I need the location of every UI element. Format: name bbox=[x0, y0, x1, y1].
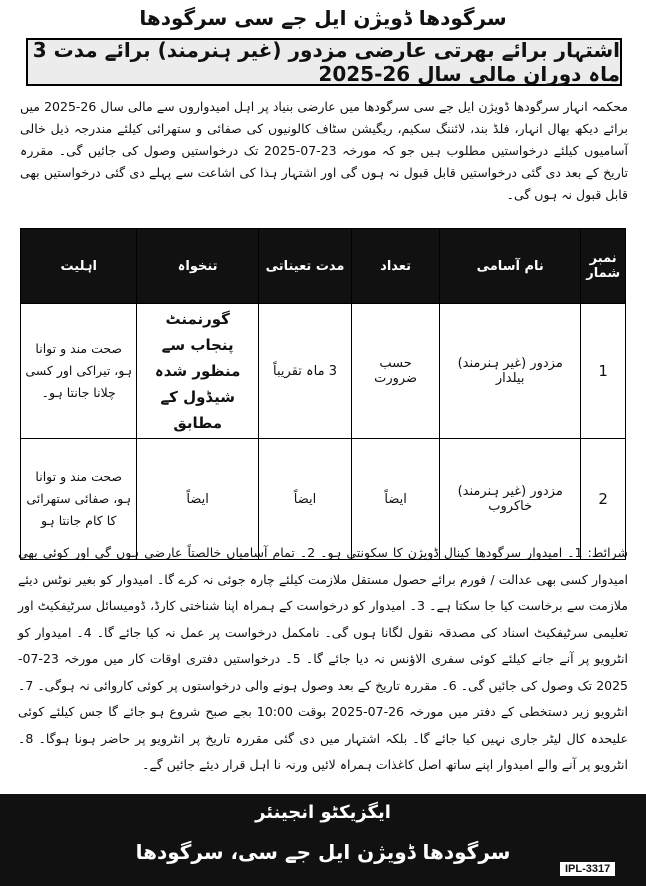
cell-pay: ایضاً bbox=[137, 439, 258, 560]
header-pay: تنخواہ bbox=[137, 229, 258, 304]
headline-banner bbox=[26, 38, 622, 86]
ipl-reference-number: IPL-3317 bbox=[560, 862, 615, 876]
cell-count: حسب ضرورت bbox=[352, 304, 440, 439]
header-eligibility: اہلیت bbox=[21, 229, 137, 304]
signatory-title: ایگزیکٹو انجینئر bbox=[255, 802, 391, 823]
cell-count: ایضاً bbox=[352, 439, 440, 560]
cell-eligibility: صحت مند و توانا ہو، صفائی ستھرائی کا کام جانتا ہو bbox=[21, 439, 137, 560]
footer-signature-block bbox=[0, 794, 646, 886]
cell-eligibility: صحت مند و توانا ہو، تیراکی اور کسی چلانا جانتا ہو۔ bbox=[21, 304, 137, 439]
cell-serial-no: 1 bbox=[581, 304, 626, 439]
cell-post-name: مزدور (غیر ہنرمند) بیلدار bbox=[440, 304, 581, 439]
header-duration: مدت تعیناتی bbox=[258, 229, 351, 304]
cell-duration: 3 ماہ تقریباً bbox=[258, 304, 351, 439]
table-row bbox=[21, 304, 626, 439]
header-count: تعداد bbox=[352, 229, 440, 304]
cell-duration: ایضاً bbox=[258, 439, 351, 560]
header-post-name: نام آسامی bbox=[440, 229, 581, 304]
cell-serial-no: 2 bbox=[581, 439, 626, 560]
terms-and-conditions: شرائط: 1۔ امیدوار سرگودھا کینال ڈویژن کا سکونتی ہو۔ 2۔ تمام آسامیاں خالصتاً عارضی ہوں گی اور کوئی بھی امیدوار کسی بھی عدالت / فورم برائے حصول مستقل ملازمت کیلئے چارہ جوئی نہ کرے گا۔ امیدوار کو بغیر نوٹس دیئے ملازمت سے برخاست کیا جا سکتا ہے۔ 3۔ امیدوار کو درخواست کے ہمراہ اپنا شناختی کارڈ، ڈومیسائل سرٹیفکیٹ اور تعلیمی سرٹیفکیٹ اسناد کی مصدقہ نقول لگانا ہوں گی۔ نامکمل درخواست پر عمل نہ کیا جائے گا۔ 4۔ امیدوار کو انٹرویو پر آنے جانے کیلئے کوئی سفری الاؤنس نہ دیا جائے گا۔ 5۔ درخواستیں دفتری اوقات کار میں مورخہ 23-07-2025 تک وصول کی جائیں گی۔ 6۔ مقررہ تاریخ کے بعد وصول ہونے والی درخواستوں پر کوئی کاروائی نہ ہوگی۔ 7۔ انٹرویو زیر دستخطی کے دفتر میں مورخہ 26-07-2025 بوقت 10:00 بجے صبح شروع ہو جائے گا جس کیلئے کوئی علیحدہ کال لیٹر جاری نہیں کیا جائے گا۔ بلکہ اشتہار میں دی گئی مقررہ تاریخ پر انٹرویو پر حاضر ہونا ہوگا۔ 8۔ انٹرویو پر آنے والے امیدوار اپنے ساتھ اصل کاغذات ہمراہ لائیں ورنہ نا اہل قرار دیئے جائیں گے۔ bbox=[18, 545, 629, 772]
header-title: سرگودھا ڈویژن ایل جے سی سرگودھا bbox=[139, 6, 507, 30]
vacancy-table bbox=[20, 228, 626, 560]
headline-text: اشتہار برائے بھرتی عارضی مزدور (غیر ہنرمند) برائے مدت 3 ماہ دوران مالی سال 26-2025 bbox=[32, 38, 620, 86]
intro-paragraph: محکمہ انہار سرگودھا ڈویژن ایل جے سی سرگودھا میں عارضی بنیاد پر اہل امیدواروں سے مالی سال 26-2025 میں برائے دیکھ بھال انہار، فلڈ بند، لائننگ سکیم، ریگیشن سٹاف کالونیوں کی صفائی و ستھرائی کیلئے مندرجہ ذیل خالی آسامیوں کیلئے درخواستیں مطلوب ہیں جو کہ مورخہ 23-07-2025 تک درخواستیں وصول کی جائیں گی۔ مقررہ تاریخ کے بعد دی گئی درخواستیں قابل قبول نہ ہوں گی اور اشتہار ہذا کی اشاعت سے پہلے دی گئی درخواستیں بھی قابل قبول نہ ہوں گی۔ bbox=[20, 99, 628, 202]
signatory-office: سرگودھا ڈویژن ایل جے سی، سرگودھا bbox=[135, 840, 511, 864]
table-header-row bbox=[21, 229, 626, 304]
cell-pay: گورنمنٹ پنجاب سے منظور شدہ شیڈول کے مطابق bbox=[137, 304, 258, 439]
header-serial-no: نمبر شمار bbox=[581, 229, 626, 304]
cell-post-name: مزدور (غیر ہنرمند) خاکروب bbox=[440, 439, 581, 560]
